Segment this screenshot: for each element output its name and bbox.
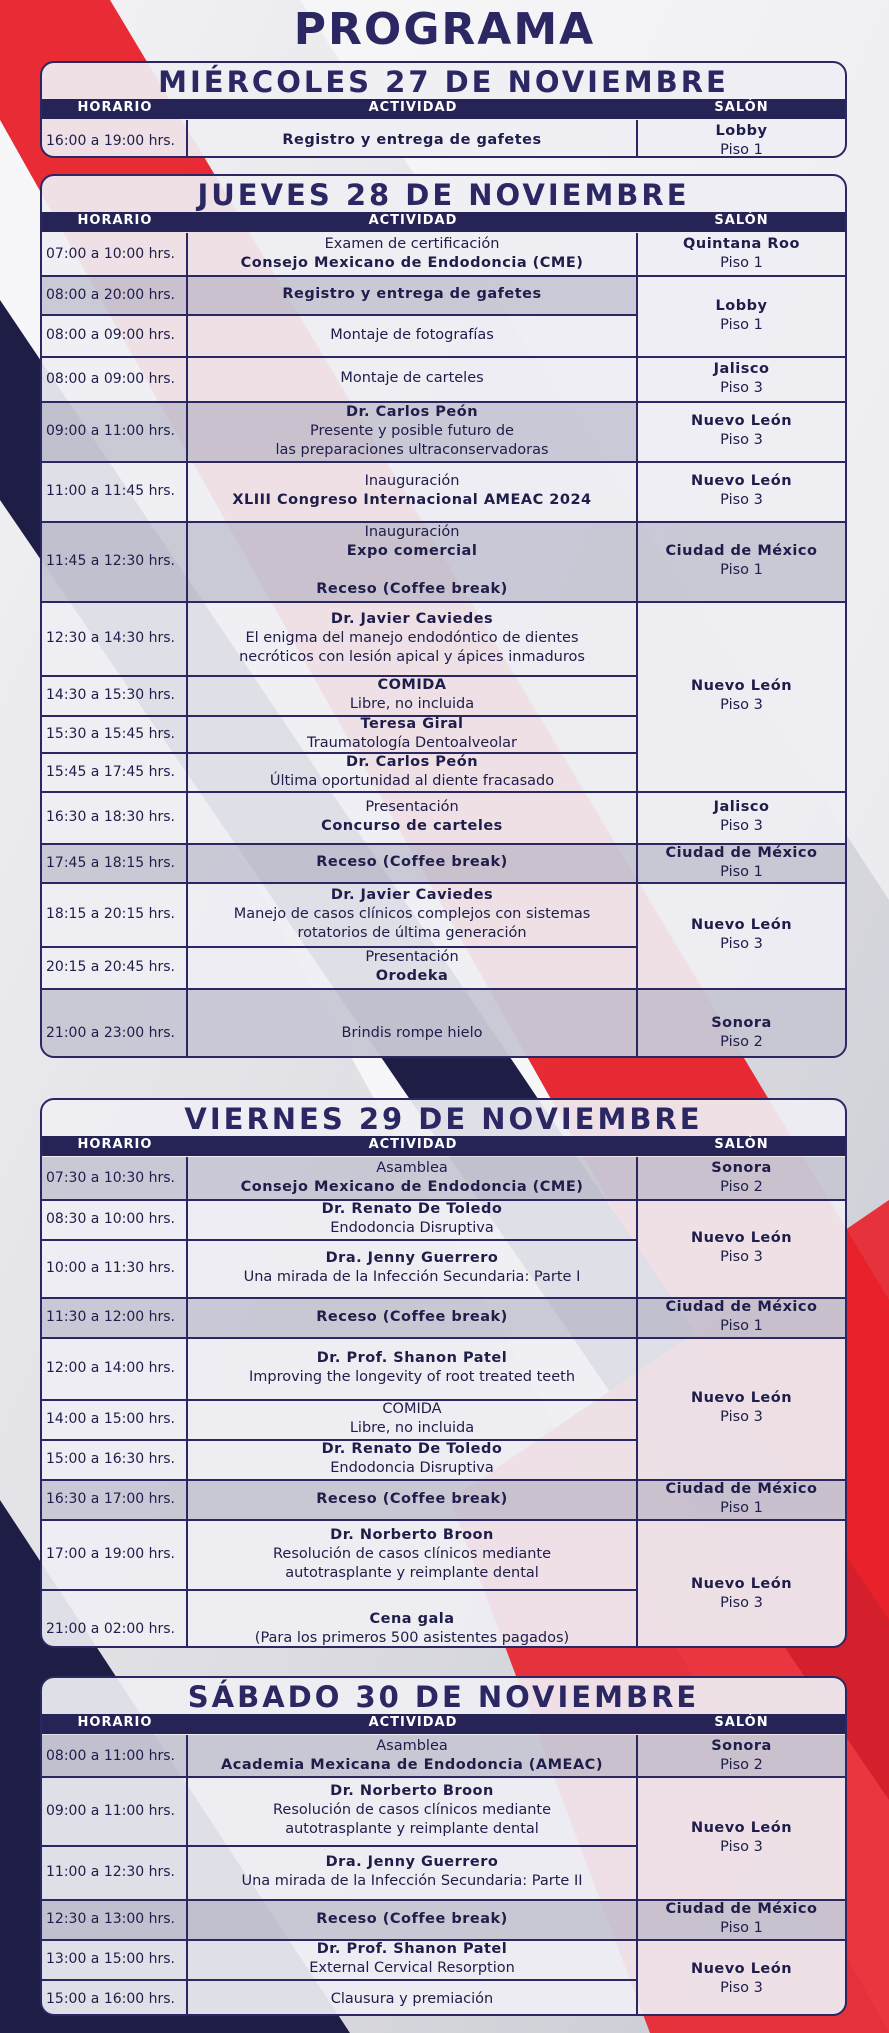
activity-line: Dra. Jenny Guerrero [325,1854,499,1870]
salon-name: Nuevo León [690,1230,793,1246]
day-schedule [40,174,847,1058]
time-cell: 15:30 a 15:45 hrs. [42,715,188,752]
salon-floor: Piso 3 [720,1249,763,1265]
activity-line: autotrasplante y reimplante dental [285,1564,539,1581]
activity-cell [188,1845,638,1899]
salon-name: Jalisco [713,799,770,815]
activity-line: Dr. Carlos Peón [345,753,479,770]
day-schedule [40,61,847,158]
time-cell: 17:00 a 19:00 hrs. [42,1519,188,1589]
activity-line: Asamblea [376,1737,448,1754]
salon-name: Nuevo León [690,413,793,429]
time-cell: 15:45 a 17:45 hrs. [42,752,188,791]
activity-cell [188,1479,638,1519]
row-divider [42,946,638,948]
header-horario: HORARIO [77,100,153,115]
time-cell: 08:00 a 09:00 hrs. [42,314,188,356]
table-header [42,212,845,232]
activity-line: Inauguración [364,524,460,540]
activity-line: Expo comercial [346,543,478,559]
activity-line: Dr. Javier Caviedes [330,610,494,627]
activity-line: Presente y posible futuro de [310,422,514,439]
activity-line: Presentación [365,799,459,815]
salon-divider [638,521,845,523]
row-divider [42,843,638,845]
time-cell: 08:00 a 09:00 hrs. [42,356,188,401]
salon-name: Ciudad de México [665,1299,818,1315]
activity-cell [188,1776,638,1845]
header-horario: HORARIO [77,213,153,228]
time-cell: 14:00 a 15:00 hrs. [42,1399,188,1439]
day-title: MIÉRCOLES 27 DE NOVIEMBRE [158,65,729,99]
salon-cell [638,401,845,461]
activity-line: XLIII Congreso Internacional AMEAC 2024 [232,492,592,508]
salon-cell [638,1899,845,1939]
salon-divider [638,791,845,793]
activity-line: Concurso de carteles [321,818,503,834]
activity-line: COMIDA [382,1401,442,1417]
salon-cell [638,120,845,158]
day-title: VIERNES 29 DE NOVIEMBRE [184,1102,703,1136]
activity-line: Dr. Javier Caviedes [330,886,494,903]
activity-line: Registro y entrega de gafetes [282,286,542,302]
header-salon: SALÓN [714,213,769,228]
activity-line: Dr. Prof. Shanon Patel [316,1350,508,1366]
activity-cell [188,1399,638,1439]
row-divider [42,461,638,463]
activity-cell [188,1337,638,1399]
row-divider [42,1939,638,1941]
row-divider [42,882,638,884]
salon-name: Lobby [715,122,768,139]
activity-line: rotatorios de última generación [297,924,527,941]
salon-divider [638,356,845,358]
salon-name: Sonora [711,1737,772,1754]
row-divider [42,1845,638,1847]
salon-cell [638,1337,845,1479]
activity-cell [188,1519,638,1589]
activity-cell [188,601,638,675]
activity-cell [188,675,638,715]
activity-line: Montaje de fotografías [330,326,494,343]
activity-cell [188,843,638,882]
salon-name: Ciudad de México [665,543,818,559]
activity-line: Montaje de carteles [340,370,484,386]
activity-line: las preparaciones ultraconservadoras [275,441,549,458]
row-divider [42,1776,638,1778]
salon-floor: Piso 3 [720,1980,763,1996]
row-divider [42,521,638,523]
activity-line: (Para los primeros 500 asistentes pagados) [254,1629,570,1646]
time-cell: 11:00 a 12:30 hrs. [42,1845,188,1899]
salon-floor: Piso 2 [720,1179,763,1195]
activity-cell [188,1899,638,1939]
time-cell: 12:30 a 13:00 hrs. [42,1899,188,1939]
activity-cell [188,1439,638,1479]
salon-floor: Piso 1 [720,141,763,158]
time-cell: 16:30 a 18:30 hrs. [42,791,188,843]
salon-floor: Piso 3 [720,492,763,508]
activity-line: Academia Mexicana de Endodoncia (AMEAC) [221,1756,603,1773]
time-cell: 10:00 a 11:30 hrs. [42,1239,188,1297]
row-divider [42,314,638,316]
salon-name: Nuevo León [690,678,793,694]
activity-line: necróticos con lesión apical y ápices inmaduros [239,648,585,665]
salon-divider [638,988,845,990]
activity-cell [188,401,638,461]
time-cell: 11:45 a 12:30 hrs. [42,521,188,601]
salon-cell [638,1735,845,1776]
activity-line: External Cervical Resorption [309,1960,515,1976]
salon-divider [638,461,845,463]
row-divider [42,1439,638,1441]
activity-cell [188,1939,638,1979]
day-title: JUEVES 28 DE NOVIEMBRE [197,178,690,212]
salon-name: Ciudad de México [665,1481,818,1497]
salon-divider [638,1297,845,1299]
time-cell: 11:30 a 12:00 hrs. [42,1297,188,1337]
activity-line: Clausura y premiación [330,1990,494,2007]
time-cell: 20:15 a 20:45 hrs. [42,946,188,988]
activity-line: Dr. Prof. Shanon Patel [316,1941,508,1957]
time-cell: 08:00 a 11:00 hrs. [42,1735,188,1776]
activity-line: Examen de certificación [324,236,500,252]
activity-line: COMIDA [377,677,447,693]
activity-line: Dr. Norberto Broon [330,1783,494,1799]
row-divider [42,752,638,754]
salon-floor: Piso 1 [720,562,763,578]
activity-line: Dr. Renato De Toledo [321,1441,503,1457]
salon-divider [638,1479,845,1481]
activity-cell [188,521,638,601]
time-cell: 14:30 a 15:30 hrs. [42,675,188,715]
salon-name: Lobby [715,297,768,314]
salon-floor: Piso 3 [720,936,763,952]
activity-line: autotrasplante y reimplante dental [285,1821,539,1837]
page-title: PROGRAMA [293,4,596,55]
salon-divider [638,401,845,403]
salon-floor: Piso 2 [720,1034,763,1050]
activity-cell [188,1589,638,1648]
activity-cell [188,752,638,791]
salon-cell [638,1939,845,2016]
row-divider [42,1239,638,1241]
time-cell: 07:30 a 10:30 hrs. [42,1157,188,1199]
row-divider [42,791,638,793]
activity-line: Consejo Mexicano de Endodoncia (CME) [240,1179,584,1195]
activity-line: Consejo Mexicano de Endodoncia (CME) [240,255,584,271]
salon-name: Nuevo León [690,1390,793,1406]
activity-line: Endodoncia Disruptiva [330,1220,494,1236]
salon-cell [638,233,845,275]
activity-cell [188,275,638,314]
salon-name: Sonora [711,1015,772,1031]
activity-line: Registro y entrega de gafetes [282,132,542,148]
time-cell: 16:30 a 17:00 hrs. [42,1479,188,1519]
salon-divider [638,1899,845,1901]
time-cell: 12:30 a 14:30 hrs. [42,601,188,675]
salon-name: Ciudad de México [665,844,818,861]
activity-cell [188,1979,638,2016]
table-header [42,99,845,119]
salon-floor: Piso 1 [720,1500,763,1516]
salon-cell [638,1157,845,1199]
salon-floor: Piso 3 [720,697,763,713]
salon-floor: Piso 1 [720,1318,763,1334]
activity-line: Libre, no incluida [349,696,475,712]
activity-cell [188,1199,638,1239]
row-divider [42,988,638,990]
activity-line: Receso (Coffee break) [316,1308,508,1325]
activity-cell [188,882,638,946]
row-divider [42,675,638,677]
salon-cell [638,882,845,988]
activity-line: Manejo de casos clínicos complejos con sistemas [233,905,591,922]
day-title: SÁBADO 30 DE NOVIEMBRE [187,1680,700,1714]
activity-line: Inauguración [364,473,460,489]
time-cell: 15:00 a 16:30 hrs. [42,1439,188,1479]
salon-name: Nuevo León [690,473,793,489]
table-header [42,1714,845,1734]
salon-cell [638,1297,845,1337]
salon-floor: Piso 1 [720,316,763,333]
row-divider [42,1297,638,1299]
activity-line: Una mirada de la Infección Secundaria: Parte I [243,1269,581,1285]
salon-floor: Piso 3 [720,818,763,834]
time-cell: 09:00 a 11:00 hrs. [42,401,188,461]
salon-name: Quintana Roo [683,236,800,252]
activity-line: Cena gala [369,1610,455,1627]
activity-line: El enigma del manejo endodóntico de dientes [245,629,579,646]
activity-line: Dr. Carlos Peón [345,403,479,420]
time-cell: 17:45 a 18:15 hrs. [42,843,188,882]
salon-name: Nuevo León [690,1819,793,1836]
header-actividad: ACTIVIDAD [368,1137,458,1152]
salon-floor: Piso 3 [720,432,763,448]
salon-cell [638,1776,845,1899]
salon-divider [638,882,845,884]
activity-line: Presentación [365,949,459,965]
salon-divider [638,1776,845,1778]
row-divider [42,1979,638,1981]
activity-cell [188,233,638,275]
salon-divider [638,275,845,277]
salon-cell [638,521,845,601]
salon-floor: Piso 3 [720,1838,763,1855]
activity-cell [188,461,638,521]
salon-cell [638,1519,845,1648]
salon-divider [638,1199,845,1201]
activity-line: Dra. Jenny Guerrero [325,1250,499,1266]
activity-cell [188,988,638,1058]
salon-cell [638,275,845,356]
time-cell: 08:00 a 20:00 hrs. [42,275,188,314]
row-divider [42,1899,638,1901]
time-cell: 12:00 a 14:00 hrs. [42,1337,188,1399]
time-cell: 09:00 a 11:00 hrs. [42,1776,188,1845]
activity-cell [188,1157,638,1199]
time-cell: 16:00 a 19:00 hrs. [42,120,188,158]
activity-line: Orodeka [375,968,449,984]
row-divider [42,356,638,358]
salon-floor: Piso 2 [720,1756,763,1773]
activity-line: Resolución de casos clínicos mediante [272,1802,552,1818]
row-divider [42,1337,638,1339]
salon-divider [638,1337,845,1339]
salon-cell [638,843,845,882]
activity-line: Receso (Coffee break) [316,1910,508,1927]
activity-cell [188,1297,638,1337]
time-cell: 15:00 a 16:00 hrs. [42,1979,188,2016]
salon-name: Ciudad de México [665,1901,818,1917]
salon-floor: Piso 1 [720,255,763,271]
header-salon: SALÓN [714,100,769,115]
activity-line [410,561,415,580]
row-divider [42,1479,638,1481]
salon-cell [638,601,845,791]
activity-line: Dr. Norberto Broon [330,1526,494,1543]
time-cell: 13:00 a 15:00 hrs. [42,1939,188,1979]
activity-line: Endodoncia Disruptiva [330,1460,494,1476]
header-horario: HORARIO [77,1137,153,1152]
header-salon: SALÓN [714,1137,769,1152]
row-divider [42,715,638,717]
activity-line: Libre, no incluida [349,1420,475,1436]
activity-line: Improving the longevity of root treated teeth [248,1369,576,1385]
salon-floor: Piso 1 [720,1920,763,1936]
header-actividad: ACTIVIDAD [368,1715,458,1730]
salon-cell [638,1199,845,1297]
activity-cell [188,314,638,356]
salon-floor: Piso 3 [720,379,763,396]
day-schedule [40,1098,847,1648]
row-divider [42,1199,638,1201]
row-divider [42,275,638,277]
activity-line: Resolución de casos clínicos mediante [272,1545,552,1562]
activity-cell [188,946,638,988]
day-schedule [40,1676,847,2016]
activity-line: Última oportunidad al diente fracasado [269,772,555,789]
salon-divider [638,843,845,845]
time-cell: 21:00 a 02:00 hrs. [42,1589,188,1648]
activity-cell [188,791,638,843]
salon-cell [638,1479,845,1519]
row-divider [42,401,638,403]
salon-name: Nuevo León [690,1961,793,1977]
time-cell: 08:30 a 10:00 hrs. [42,1199,188,1239]
salon-cell [638,791,845,843]
activity-line: Teresa Giral [360,715,464,732]
salon-name: Jalisco [713,360,770,377]
salon-name: Nuevo León [690,1575,793,1592]
activity-cell [188,1239,638,1297]
salon-floor: Piso 3 [720,1594,763,1611]
salon-floor: Piso 3 [720,1409,763,1425]
time-cell: 21:00 a 23:00 hrs. [42,988,188,1058]
salon-cell [638,988,845,1058]
time-cell: 18:15 a 20:15 hrs. [42,882,188,946]
row-divider [42,1519,638,1521]
time-cell: 07:00 a 10:00 hrs. [42,233,188,275]
header-horario: HORARIO [77,1715,153,1730]
header-actividad: ACTIVIDAD [368,213,458,228]
activity-cell [188,715,638,752]
activity-line: Una mirada de la Infección Secundaria: Parte II [241,1873,583,1889]
activity-line: Asamblea [376,1160,448,1176]
activity-cell [188,356,638,401]
activity-line: Dr. Renato De Toledo [321,1201,503,1217]
row-divider [42,601,638,603]
table-header [42,1136,845,1156]
activity-cell [188,120,638,158]
salon-divider [638,1519,845,1521]
row-divider [42,1589,638,1591]
activity-cell [188,1735,638,1776]
salon-divider [638,1939,845,1941]
salon-divider [638,601,845,603]
header-salon: SALÓN [714,1715,769,1730]
activity-line: Receso (Coffee break) [316,1490,508,1507]
salon-name: Nuevo León [690,917,793,933]
row-divider [42,1399,638,1401]
activity-line: Receso (Coffee break) [316,581,508,597]
header-actividad: ACTIVIDAD [368,100,458,115]
activity-line: Brindis rompe hielo [341,1024,483,1041]
salon-cell [638,356,845,401]
salon-name: Sonora [711,1160,772,1176]
time-cell: 11:00 a 11:45 hrs. [42,461,188,521]
salon-floor: Piso 1 [720,863,763,880]
activity-line: Traumatología Dentoalveolar [307,734,517,751]
salon-cell [638,461,845,521]
activity-line: Receso (Coffee break) [316,854,508,870]
